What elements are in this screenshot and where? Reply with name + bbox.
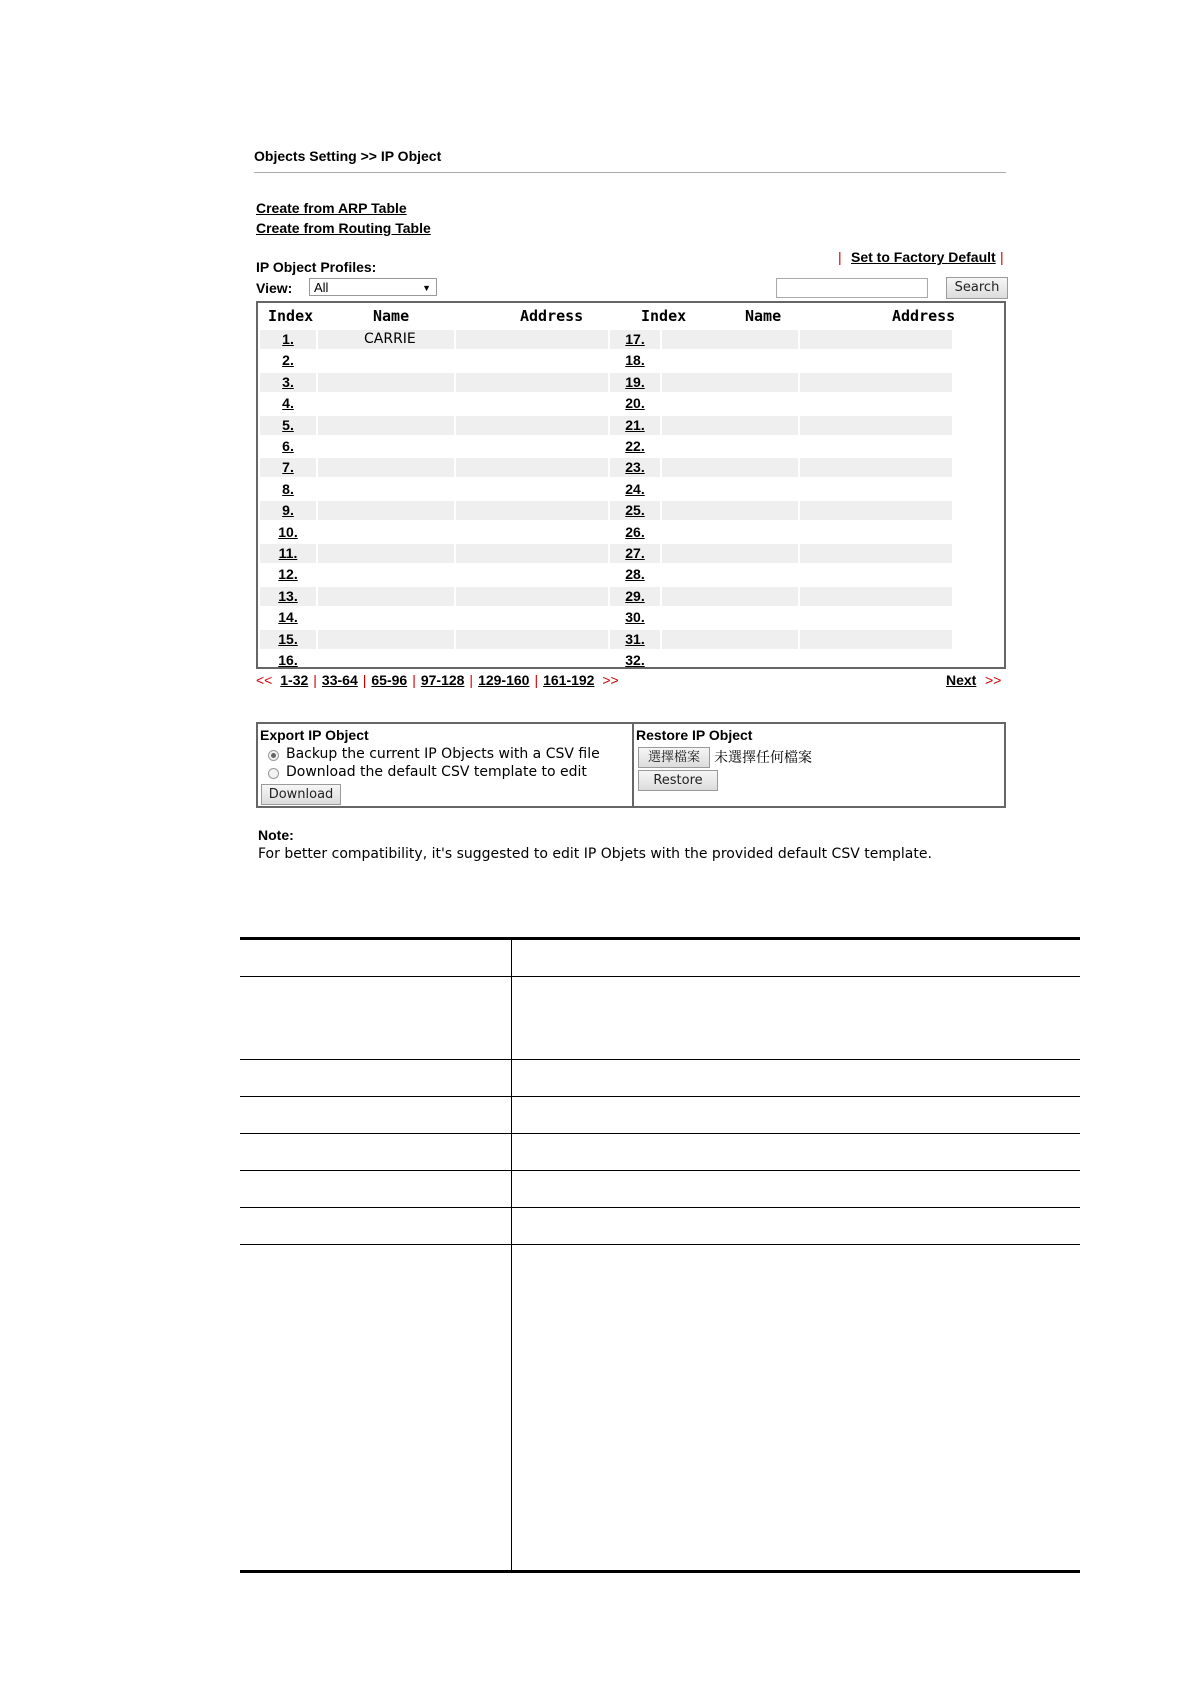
index-link[interactable]: 18. bbox=[625, 352, 645, 369]
object-name: CARRIE bbox=[364, 331, 416, 347]
index-link[interactable]: 2. bbox=[282, 352, 294, 369]
index-link[interactable]: 5. bbox=[282, 416, 294, 433]
table-cell bbox=[456, 630, 608, 649]
backup-current-label: Backup the current IP Objects with a CSV file bbox=[286, 746, 600, 762]
set-factory-default-link[interactable]: Set to Factory Default bbox=[851, 249, 996, 265]
table-row bbox=[260, 457, 1002, 477]
search-button[interactable]: Search bbox=[946, 277, 1008, 299]
index-link[interactable]: 26. bbox=[625, 523, 645, 540]
table-row bbox=[260, 415, 1002, 435]
next-page-link[interactable]: Next bbox=[946, 672, 977, 688]
next-arrow: >> bbox=[985, 672, 1002, 688]
table-cell bbox=[456, 480, 608, 499]
index-link[interactable]: 1. bbox=[282, 331, 294, 347]
desc-table-rule bbox=[240, 1059, 1080, 1060]
table-cell bbox=[800, 458, 952, 477]
table-cell bbox=[662, 630, 798, 649]
table-cell bbox=[662, 523, 798, 542]
desc-table-bottom-rule bbox=[240, 1570, 1080, 1573]
index-link[interactable]: 10. bbox=[278, 523, 298, 540]
table-cell bbox=[456, 351, 608, 370]
desc-table-rule bbox=[240, 1244, 1080, 1245]
index-link[interactable]: 15. bbox=[278, 630, 298, 647]
header-index-right: Index bbox=[641, 307, 687, 325]
index-link[interactable]: 9. bbox=[282, 502, 294, 519]
page-link-65-96[interactable]: 65-96 bbox=[371, 672, 408, 688]
page-link-97-128[interactable]: 97-128 bbox=[420, 672, 465, 688]
view-label: View: bbox=[256, 280, 293, 296]
table-cell bbox=[318, 501, 454, 520]
index-link[interactable]: 27. bbox=[625, 545, 645, 561]
table-row bbox=[260, 650, 1002, 670]
index-link[interactable]: 12. bbox=[278, 566, 298, 583]
table-cell bbox=[662, 651, 798, 670]
table-row bbox=[260, 629, 1002, 649]
note-label: Note: bbox=[258, 827, 294, 843]
export-restore-panel bbox=[256, 722, 1006, 808]
table-cell bbox=[662, 587, 798, 606]
index-link[interactable]: 8. bbox=[282, 480, 294, 497]
table-cell bbox=[800, 544, 952, 563]
table-cell bbox=[662, 565, 798, 584]
table-cell bbox=[800, 437, 952, 456]
index-link[interactable]: 28. bbox=[625, 566, 645, 583]
table-cell bbox=[662, 330, 798, 349]
create-from-arp-link[interactable]: Create from ARP Table bbox=[256, 200, 407, 216]
restore-title: Restore IP Object bbox=[636, 727, 753, 743]
download-template-label: Download the default CSV template to edit bbox=[286, 764, 587, 780]
table-cell bbox=[456, 394, 608, 413]
index-link[interactable]: 22. bbox=[625, 438, 645, 454]
factory-default-separator-left: | bbox=[838, 249, 842, 265]
pagination: << 1-32 | 33-64 | 65-96 | 97-128 | 129-160 | 161-192 >> bbox=[256, 672, 619, 688]
table-cell bbox=[662, 480, 798, 499]
table-cell bbox=[456, 373, 608, 392]
search-input[interactable] bbox=[776, 278, 928, 298]
table-cell bbox=[318, 565, 454, 584]
table-cell bbox=[456, 437, 608, 456]
table-cell bbox=[800, 416, 952, 435]
table-cell bbox=[456, 544, 608, 563]
choose-file-button[interactable]: 選擇檔案 bbox=[638, 747, 710, 768]
no-file-chosen-text: 未選擇任何檔案 bbox=[714, 750, 812, 766]
table-cell bbox=[318, 351, 454, 370]
index-link[interactable]: 6. bbox=[282, 438, 294, 454]
index-link[interactable]: 7. bbox=[282, 459, 294, 476]
table-cell bbox=[800, 630, 952, 649]
header-address-left: Address bbox=[520, 307, 584, 325]
table-cell bbox=[318, 608, 454, 627]
table-cell bbox=[662, 351, 798, 370]
table-cell bbox=[662, 458, 798, 477]
table-row bbox=[260, 586, 1002, 606]
table-cell bbox=[800, 394, 952, 413]
index-link[interactable]: 19. bbox=[625, 373, 645, 390]
table-cell bbox=[318, 630, 454, 649]
table-cell bbox=[800, 501, 952, 520]
header-name-left: Name bbox=[373, 307, 410, 325]
view-select[interactable] bbox=[309, 278, 437, 296]
index-link[interactable]: 29. bbox=[625, 587, 645, 604]
index-link[interactable]: 20. bbox=[625, 395, 645, 412]
index-link[interactable]: 17. bbox=[625, 331, 645, 347]
table-cell bbox=[800, 480, 952, 499]
table-row bbox=[260, 543, 1002, 563]
page-link-1-32[interactable]: 1-32 bbox=[280, 672, 309, 688]
breadcrumb: Objects Setting >> IP Object bbox=[254, 148, 442, 164]
table-cell bbox=[456, 501, 608, 520]
backup-current-radio[interactable] bbox=[268, 750, 279, 761]
table-cell bbox=[318, 416, 454, 435]
table-cell bbox=[456, 416, 608, 435]
index-link[interactable]: 21. bbox=[625, 416, 645, 433]
table-row bbox=[260, 500, 1002, 520]
profiles-label: IP Object Profiles: bbox=[256, 259, 377, 275]
factory-default-separator-right: | bbox=[1000, 249, 1004, 265]
index-link[interactable]: 24. bbox=[625, 480, 645, 497]
table-cell bbox=[662, 544, 798, 563]
index-link[interactable]: 16. bbox=[278, 652, 298, 668]
desc-table-top-rule bbox=[240, 937, 1080, 940]
table-cell bbox=[662, 416, 798, 435]
index-link[interactable]: 31. bbox=[625, 630, 645, 647]
table-cell bbox=[800, 330, 952, 349]
table-row bbox=[260, 436, 1002, 456]
table-cell bbox=[662, 373, 798, 392]
table-cell bbox=[800, 523, 952, 542]
index-link[interactable]: 4. bbox=[282, 395, 294, 412]
desc-table-rule bbox=[240, 976, 1080, 977]
table-row bbox=[260, 607, 1002, 627]
table-row bbox=[260, 522, 1002, 542]
index-link[interactable]: 14. bbox=[278, 609, 298, 626]
download-template-radio[interactable] bbox=[268, 768, 279, 779]
table-cell bbox=[318, 373, 454, 392]
page-link-33-64[interactable]: 33-64 bbox=[321, 672, 358, 688]
table-row bbox=[260, 329, 1002, 349]
desc-table-rule bbox=[240, 1133, 1080, 1134]
table-cell bbox=[662, 394, 798, 413]
breadcrumb-divider bbox=[254, 172, 1006, 173]
download-button[interactable]: Download bbox=[261, 784, 341, 805]
table-cell bbox=[456, 651, 608, 670]
table-cell bbox=[662, 437, 798, 456]
table-cell bbox=[456, 458, 608, 477]
page-link-161-192[interactable]: 161-192 bbox=[543, 672, 595, 688]
panel-divider bbox=[632, 724, 634, 806]
table-cell bbox=[318, 544, 454, 563]
ip-object-table bbox=[256, 301, 1006, 669]
index-link[interactable]: 25. bbox=[625, 502, 645, 519]
table-cell bbox=[456, 565, 608, 584]
pager-more-arrow: >> bbox=[602, 672, 619, 688]
table-row bbox=[260, 479, 1002, 499]
table-cell bbox=[456, 608, 608, 627]
table-cell bbox=[456, 587, 608, 606]
table-cell bbox=[318, 394, 454, 413]
index-link[interactable]: 13. bbox=[278, 587, 298, 604]
desc-table-rule bbox=[240, 1207, 1080, 1208]
table-cell bbox=[318, 437, 454, 456]
note-text: For better compatibility, it's suggested to edit IP Objets with the provided default CSV template. bbox=[258, 846, 932, 862]
chevron-down-icon: ▼ bbox=[422, 283, 431, 293]
export-title: Export IP Object bbox=[260, 727, 369, 743]
header-index-left: Index bbox=[268, 307, 314, 325]
table-cell bbox=[800, 351, 952, 370]
desc-table-rule bbox=[240, 1096, 1080, 1097]
table-cell bbox=[318, 587, 454, 606]
table-cell bbox=[318, 480, 454, 499]
table-cell bbox=[800, 608, 952, 627]
table-cell bbox=[318, 651, 454, 670]
table-row bbox=[260, 372, 1002, 392]
index-link[interactable]: 32. bbox=[625, 652, 645, 668]
index-link[interactable]: 23. bbox=[625, 459, 645, 476]
table-cell bbox=[456, 330, 608, 349]
index-link[interactable]: 30. bbox=[625, 609, 645, 626]
header-name-right: Name bbox=[745, 307, 782, 325]
table-cell bbox=[318, 458, 454, 477]
pager-prev-arrow: << bbox=[256, 672, 273, 688]
table-cell bbox=[800, 651, 952, 670]
table-row bbox=[260, 350, 1002, 370]
create-from-routing-link[interactable]: Create from Routing Table bbox=[256, 220, 431, 236]
desc-table-column-divider bbox=[511, 939, 512, 1571]
index-link[interactable]: 11. bbox=[278, 545, 298, 561]
table-cell bbox=[318, 523, 454, 542]
page-link-129-160[interactable]: 129-160 bbox=[478, 672, 530, 688]
table-cell bbox=[800, 373, 952, 392]
table-row bbox=[260, 564, 1002, 584]
table-cell bbox=[662, 501, 798, 520]
restore-button[interactable]: Restore bbox=[638, 770, 718, 791]
view-select-value: All bbox=[314, 280, 329, 295]
index-link[interactable]: 3. bbox=[282, 373, 294, 390]
table-cell bbox=[456, 523, 608, 542]
table-cell bbox=[800, 565, 952, 584]
desc-table-rule bbox=[240, 1170, 1080, 1171]
table-cell bbox=[800, 587, 952, 606]
header-address-right: Address bbox=[892, 307, 956, 325]
table-cell bbox=[662, 608, 798, 627]
table-row bbox=[260, 393, 1002, 413]
